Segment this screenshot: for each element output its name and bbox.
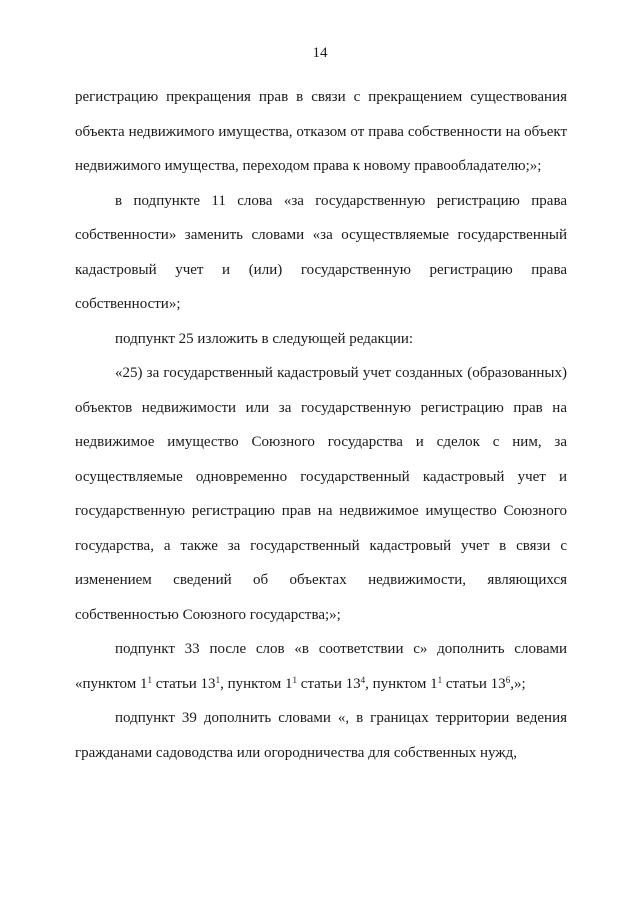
page-number: 14	[312, 45, 328, 61]
article-reference: пунктом $1^1$ статьи $13^6$,»;	[372, 674, 526, 692]
paragraph-subpoint-33	[75, 632, 567, 701]
article-reference: пунктом $1^1$ статьи $13^4$,	[227, 674, 373, 692]
paragraph-subpoint-25-text: «25) за государственный кадастровый учет созданных (образованных) объектов недвижимости или за государственную регистрацию прав на недвижимое имущество Союзного государства и сделок с ним, за осуществляемые одновременно государственный кадастровый учет и государственную регистрацию прав на недвижимое имущество Союзного государства, а также за государственный кадастровый учет в связи с изменением сведений об объектах недвижимости, являющихся собственностью Союзного государства;»;	[75, 365, 567, 623]
paragraph-subpoint-11: в подпункте 11 слова «за государственную регистрацию права собственности» заменить словами «за осуществляемые государственный кадастровый учет и (или) государственную регистрацию права собственности»;	[75, 192, 567, 312]
paragraph-continuation: регистрацию прекращения прав в связи с прекращением существования объекта недвижимого имущества, отказом от права собственности на объект недвижимого имущества, переходом права к новому правообладателю;»;	[75, 89, 567, 174]
subpoint-33-intro: подпункт 33 после слов «в соответствии с» дополнить словами	[115, 641, 567, 657]
paragraph-subpoint-39: подпункт 39 дополнить словами «, в границах территории ведения гражданами садоводства или огородничества для собственных нужд,	[75, 710, 567, 761]
paragraph-subpoint-25-intro: подпункт 25 изложить в следующей редакции:	[115, 330, 414, 347]
article-reference: «пунктом $1^1$ статьи $13^1$,	[75, 674, 228, 692]
document-body	[75, 80, 567, 770]
